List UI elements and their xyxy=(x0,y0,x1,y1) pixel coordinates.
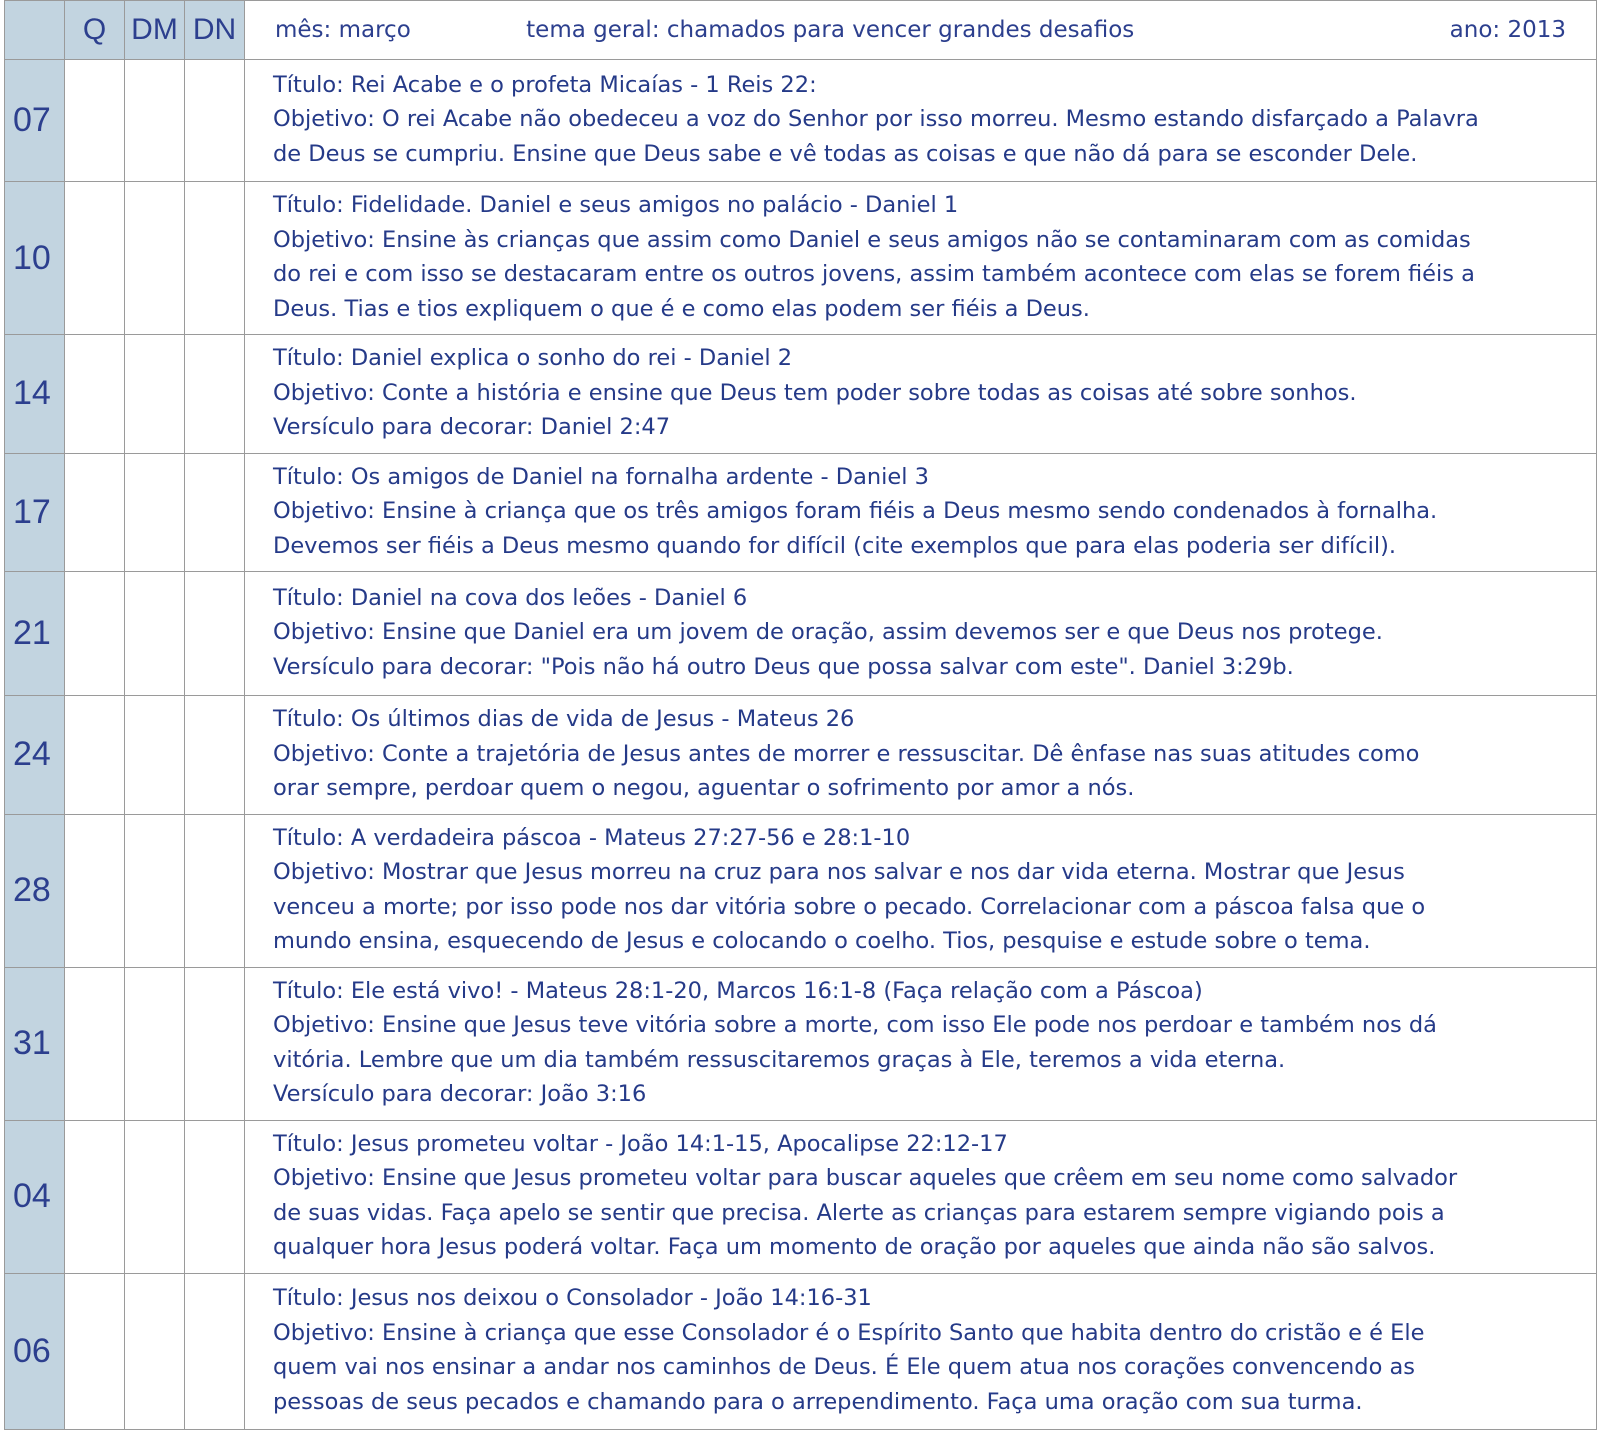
lesson-text-line: qualquer hora Jesus poderá voltar. Faça um momento de oração por aqueles que ainda não são salvos. xyxy=(273,1234,1436,1260)
lesson-description xyxy=(245,572,1597,696)
theme-label: tema geral: chamados para vencer grandes desafios xyxy=(526,17,1135,43)
attendance-q-cell xyxy=(65,696,125,815)
lesson-text-line: Objetivo: Conte a história e ensine que Deus tem poder sobre todas as coisas até sobre sonhos. xyxy=(273,379,1357,406)
lesson-day: 04 xyxy=(5,1120,65,1273)
attendance-dm-cell xyxy=(125,182,185,335)
lesson-description xyxy=(245,814,1597,967)
lesson-text-line: Versículo para decorar: Daniel 2:47 xyxy=(273,414,671,440)
month-label: mês: março xyxy=(275,17,411,43)
lesson-text-line: de Deus se cumpriu. Ensine que Deus sabe e vê todas as coisas e que não dá para se esconder Dele. xyxy=(273,140,1418,167)
lesson-row xyxy=(5,696,1597,815)
lesson-description xyxy=(245,967,1597,1120)
lesson-text-line: Versículo para decorar: "Pois não há outro Deus que possa salvar com este". Daniel 3:29b. xyxy=(273,653,1294,680)
lesson-text-line: Deus. Tias e tios expliquem o que é e como elas podem ser fiéis a Deus. xyxy=(273,295,1090,322)
attendance-q-cell xyxy=(65,335,125,454)
lesson-day: 31 xyxy=(5,967,65,1120)
attendance-dm-cell xyxy=(125,453,185,572)
lesson-text-line: Objetivo: Conte a trajetória de Jesus antes de morrer e ressuscitar. Dê ênfase nas suas atitudes como xyxy=(273,740,1420,767)
attendance-dn-cell xyxy=(185,182,245,335)
lesson-schedule-table xyxy=(4,0,1597,1430)
lesson-text-line: Objetivo: Ensine às crianças que assim como Daniel e seus amigos não se contaminaram com as comidas xyxy=(273,226,1471,253)
attendance-q-cell xyxy=(65,1120,125,1273)
attendance-dm-cell xyxy=(125,60,185,182)
lesson-description xyxy=(245,335,1597,454)
lesson-day: 21 xyxy=(5,572,65,696)
lesson-text-line: vitória. Lembre que um dia também ressuscitaremos graças à Ele, teremos a vida eterna. xyxy=(273,1046,1286,1073)
lesson-text-line: Objetivo: Ensine que Jesus prometeu voltar para buscar aqueles que crêem em seu nome como salvador xyxy=(273,1165,1458,1191)
lesson-day: 24 xyxy=(5,696,65,815)
lesson-text-line: Título: Os últimos dias de vida de Jesus - Mateus 26 xyxy=(273,706,855,732)
attendance-dm-cell xyxy=(125,814,185,967)
lesson-description xyxy=(245,453,1597,572)
attendance-q-cell xyxy=(65,60,125,182)
lesson-day: 14 xyxy=(5,335,65,454)
attendance-q-cell xyxy=(65,182,125,335)
schedule-body xyxy=(5,1,1597,1430)
lesson-text-line: Objetivo: O rei Acabe não obedeceu a voz do Senhor por isso morreu. Mesmo estando disfarçado a Palavra xyxy=(273,106,1479,133)
lesson-text-line: Título: Fidelidade. Daniel e seus amigos no palácio - Daniel 1 xyxy=(273,192,959,218)
lesson-text-line: Objetivo: Ensine que Jesus teve vitória sobre a morte, com isso Ele pode nos perdoar e também nos dá xyxy=(273,1012,1437,1038)
lesson-text-line: pessoas de seus pecados e chamando para o arrependimento. Faça uma oração com sua turma. xyxy=(273,1388,1363,1415)
attendance-dn-cell xyxy=(185,696,245,815)
lesson-description xyxy=(245,182,1597,335)
attendance-dn-cell xyxy=(185,1120,245,1273)
lesson-text-line: Título: A verdadeira páscoa - Mateus 27:27-56 e 28:1-10 xyxy=(273,824,911,851)
lesson-text-line: Título: Daniel na cova dos leões - Daniel 6 xyxy=(273,584,748,611)
attendance-q-cell xyxy=(65,572,125,696)
lesson-row xyxy=(5,182,1597,335)
lesson-text-line: Título: Jesus prometeu voltar - João 14:1-15, Apocalipse 22:12-17 xyxy=(273,1130,1008,1157)
lesson-day: 17 xyxy=(5,453,65,572)
attendance-dm-cell xyxy=(125,572,185,696)
lesson-description xyxy=(245,1120,1597,1273)
lesson-text-line: Título: Rei Acabe e o profeta Micaías - 1 Reis 22: xyxy=(273,71,817,98)
attendance-q-cell xyxy=(65,1273,125,1429)
header-row xyxy=(5,1,1597,60)
lesson-row xyxy=(5,60,1597,182)
lesson-text-line: de suas vidas. Faça apelo se sentir que precisa. Alerte as crianças para estarem sempre vigiando pois a xyxy=(273,1199,1445,1226)
attendance-dn-cell xyxy=(185,60,245,182)
lesson-text-line: Objetivo: Ensine à criança que os três amigos foram fiéis a Deus mesmo sendo condenados à fornalha. xyxy=(273,498,1438,524)
lesson-text-line: Devemos ser fiéis a Deus mesmo quando for difícil (cite exemplos que para elas poderia ser difícil). xyxy=(273,532,1397,559)
attendance-dm-cell xyxy=(125,335,185,454)
lesson-text-line: Objetivo: Mostrar que Jesus morreu na cruz para nos salvar e nos dar vida eterna. Mostrar que Jesus xyxy=(273,859,1405,885)
lesson-text-line: Título: Ele está vivo! - Mateus 28:1-20, Marcos 16:1-8 (Faça relação com a Páscoa) xyxy=(273,977,1203,1004)
lesson-row xyxy=(5,335,1597,454)
lesson-day: 28 xyxy=(5,814,65,967)
attendance-dm-cell xyxy=(125,967,185,1120)
lesson-row xyxy=(5,572,1597,696)
attendance-dn-cell xyxy=(185,335,245,454)
attendance-dm-cell xyxy=(125,696,185,815)
lesson-row xyxy=(5,1120,1597,1273)
lesson-row xyxy=(5,1273,1597,1429)
attendance-dn-cell xyxy=(185,1273,245,1429)
lesson-day: 07 xyxy=(5,60,65,182)
header-day-cell xyxy=(5,1,65,60)
lesson-text-line: do rei e com isso se destacaram entre os outros jovens, assim também acontece com elas se forem fiéis a xyxy=(273,261,1475,287)
lesson-text-line: orar sempre, perdoar quem o negou, aguentar o sofrimento por amor a nós. xyxy=(273,775,1135,801)
lesson-text-line: Título: Jesus nos deixou o Consolador - João 14:16-31 xyxy=(273,1285,872,1311)
lesson-description xyxy=(245,60,1597,182)
lesson-day: 06 xyxy=(5,1273,65,1429)
lesson-text-line: quem vai nos ensinar a andar nos caminhos de Deus. É Ele quem atua nos corações convencendo as xyxy=(273,1354,1415,1380)
lesson-description xyxy=(245,696,1597,815)
lesson-row xyxy=(5,814,1597,967)
lesson-text-line: Título: Os amigos de Daniel na fornalha ardente - Daniel 3 xyxy=(273,463,929,490)
header-info xyxy=(245,1,1597,60)
attendance-dm-cell xyxy=(125,1273,185,1429)
attendance-dm-cell xyxy=(125,1120,185,1273)
lesson-text-line: Versículo para decorar: João 3:16 xyxy=(273,1081,647,1107)
header-dn: DN xyxy=(185,1,245,60)
attendance-q-cell xyxy=(65,814,125,967)
year-label: ano: 2013 xyxy=(1449,17,1566,43)
lesson-day: 10 xyxy=(5,182,65,335)
attendance-dn-cell xyxy=(185,572,245,696)
attendance-q-cell xyxy=(65,967,125,1120)
header-dm: DM xyxy=(125,1,185,60)
attendance-dn-cell xyxy=(185,453,245,572)
lesson-text-line: Objetivo: Ensine que Daniel era um jovem de oração, assim devemos ser e que Deus nos protege. xyxy=(273,619,1383,646)
header-q: Q xyxy=(65,1,125,60)
lesson-text-line: venceu a morte; por isso pode nos dar vitória sobre o pecado. Correlacionar com a páscoa falsa que o xyxy=(273,893,1426,920)
lesson-text-line: mundo ensina, esquecendo de Jesus e colocando o coelho. Tios, pesquise e estude sobre o tema. xyxy=(273,928,1371,954)
lesson-text-line: Objetivo: Ensine à criança que esse Consolador é o Espírito Santo que habita dentro do cristão e é Ele xyxy=(273,1319,1425,1346)
lesson-text-line: Título: Daniel explica o sonho do rei - Daniel 2 xyxy=(273,345,793,371)
attendance-q-cell xyxy=(65,453,125,572)
lesson-row xyxy=(5,967,1597,1120)
lesson-description xyxy=(245,1273,1597,1429)
attendance-dn-cell xyxy=(185,967,245,1120)
attendance-dn-cell xyxy=(185,814,245,967)
lesson-row xyxy=(5,453,1597,572)
